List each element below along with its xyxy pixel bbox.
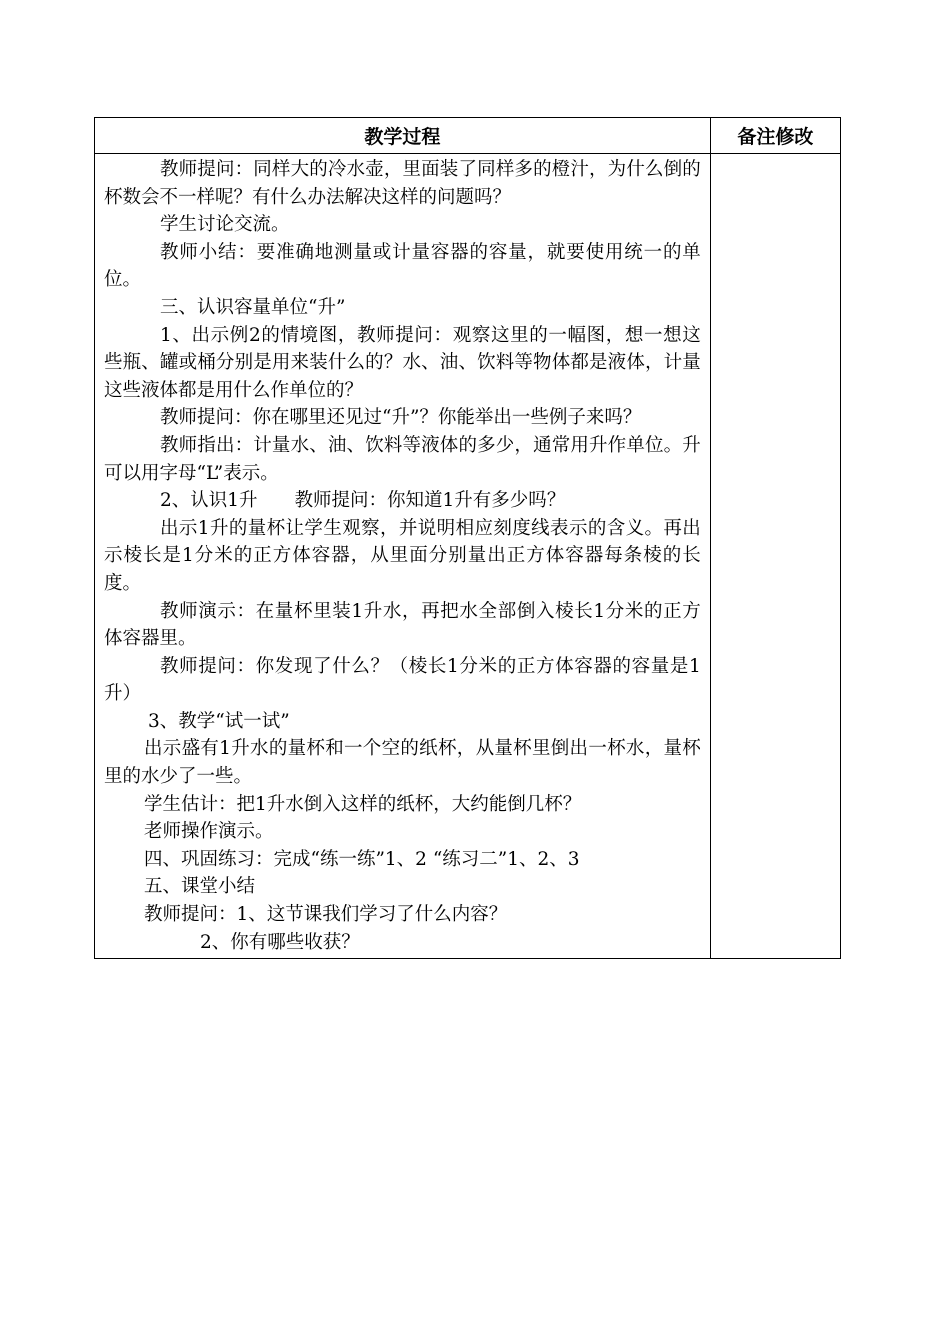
header-notes-revision: 备注修改 [710,118,840,154]
lesson-plan-table [94,117,841,959]
paragraph: 出示盛有1升水的量杯和一个空的纸杯，从量杯里倒出一杯水，量杯里的水少了一些。 [104,738,701,788]
table-row [95,154,841,959]
teaching-process-cell [95,154,711,959]
paragraph: 教师小结：要准确地测量或计量容器的容量，就要使用统一的单位。 [104,241,701,291]
paragraph: 教师提问：你在哪里还见过“升”？你能举出一些例子来吗？ [160,407,642,429]
paragraph: 学生讨论交流。 [160,214,290,236]
teaching-process-content [95,154,710,958]
paragraph: 出示1升的量杯让学生观察，并说明相应刻度线表示的含义。再出示棱长是1分米的正方体容器，从里面分别量出正方体容器每条棱的长度。 [104,517,701,594]
paragraph: 学生估计：把1升水倒入这样的纸杯，大约能倒几杯？ [144,793,582,815]
paragraph: 教师指出：计量水、油、饮料等液体的多少，通常用升作单位。升可以用字母“L”表示。 [104,434,701,484]
paragraph: 老师操作演示。 [144,821,274,843]
paragraph: 3、教学“试一试” [148,710,290,732]
paragraph: 教师演示：在量杯里装1升水，再把水全部倒入棱长1分米的正方体容器里。 [104,600,701,650]
table-header-row [95,118,841,154]
paragraph: 教师提问：1、这节课我们学习了什么内容？ [144,904,508,926]
paragraph: 1、出示例2的情境图，教师提问：观察这里的一幅图，想一想这些瓶、罐或桶分别是用来装什么的？水、油、饮料等物体都是液体，计量这些液体都是用什么作单位的？ [104,324,701,401]
header-teaching-process: 教学过程 [95,118,711,154]
notes-revision-cell [710,154,840,959]
paragraph: 教师提问：同样大的冷水壶，里面装了同样多的橙汁，为什么倒的杯数会不一样呢？有什么办法解决这样的问题吗？ [104,159,701,208]
paragraph: 2、认识1升 教师提问：你知道1升有多少吗？ [160,490,566,512]
paragraph: 教师提问：你发现了什么？（棱长1分米的正方体容器的容量是1升） [104,655,701,705]
section-heading: 四、巩固练习：完成“练一练”1、2 “练习二”1、2、3 [144,848,580,870]
section-heading: 三、认识容量单位“升” [160,296,346,318]
section-heading: 五、课堂小结 [144,876,256,898]
paragraph: 2、你有哪些收获？ [200,931,360,953]
